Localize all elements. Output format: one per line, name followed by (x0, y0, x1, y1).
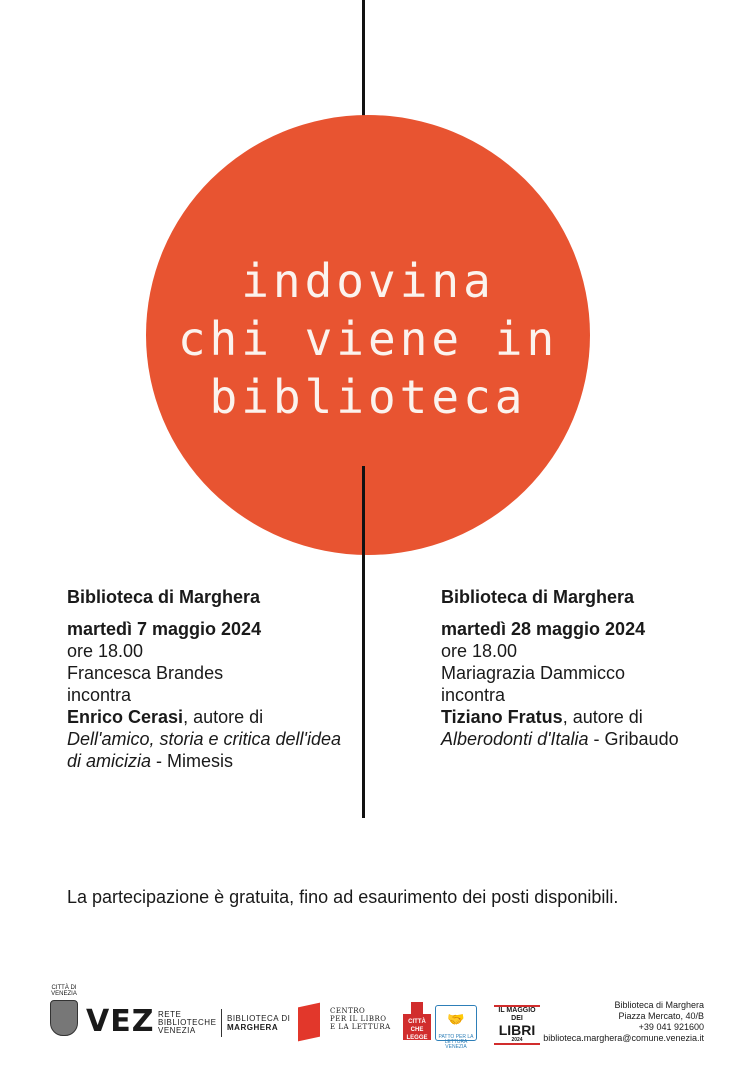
event-date: martedì 28 maggio 2024 (441, 619, 646, 639)
event-host: Mariagrazia Dammicco (441, 663, 626, 683)
event-guest-suffix: , autore di (183, 707, 264, 727)
citta-che-legge-logo (403, 1002, 431, 1042)
cepell-line-2: PER IL LIBRO (330, 1015, 387, 1023)
event-guest-suffix: , autore di (562, 707, 643, 727)
maggio-line-1: IL MAGGIO DEI (494, 1005, 540, 1023)
cepell-line-1: CENTRO (330, 1007, 366, 1015)
cepell-line-3: E LA LETTURA (330, 1023, 391, 1031)
event-venue: Biblioteca di Marghera (67, 587, 261, 607)
title-line-3: biblioteca (209, 370, 527, 424)
citta-badge (403, 1014, 431, 1040)
title-line-1: indovina (241, 254, 495, 308)
vertical-line-divider (362, 466, 365, 818)
event-guest: Enrico Cerasi (67, 707, 184, 727)
cepell-logo (330, 1007, 391, 1031)
maggio-line-2: LIBRI (498, 1022, 536, 1038)
biblioteca-marghera-logo (227, 1014, 290, 1032)
patto-lettura-logo (435, 1005, 477, 1050)
rete-line-1: RETE (158, 1010, 182, 1019)
handshake-icon: 🤝 (447, 1011, 465, 1027)
participation-note: La partecipazione è gratuita, fino ad esaurimento dei posti disponibili. (67, 887, 619, 907)
rete-line-2: BIBLIOTECHE (158, 1018, 217, 1027)
vertical-line-top (362, 0, 365, 120)
event-meets: incontra (441, 685, 506, 705)
event-book-line (441, 728, 731, 750)
citta-line-1: CITTÀ (408, 1019, 426, 1025)
contact-phone: +39 041 921600 (638, 1022, 704, 1032)
rete-biblioteche-logo (158, 1011, 216, 1035)
title-line-2: chi viene in (177, 312, 559, 366)
contact-info (543, 1000, 704, 1044)
event-host: Francesca Brandes (67, 663, 224, 683)
event-meets: incontra (67, 685, 132, 705)
poster-title (146, 252, 590, 426)
crest-label: CITTÀ DI VENEZIA (51, 985, 77, 997)
contact-email[interactable]: biblioteca.marghera@comune.venezia.it (543, 1033, 704, 1043)
logo-separator (221, 1009, 222, 1037)
event-time: ore 18.00 (67, 641, 144, 661)
rete-line-3: VENEZIA (158, 1026, 196, 1035)
event-publisher: - Mimesis (151, 751, 234, 771)
event-guest-line (67, 706, 352, 728)
patto-label: PATTO PER LA LETTURA VENEZIA (438, 1034, 474, 1050)
venezia-crest-logo (50, 985, 78, 1036)
maggio-line-3: 2024 (494, 1037, 540, 1045)
event-guest: Tiziano Fratus (441, 707, 563, 727)
event-publisher: - Gribaudo (588, 729, 679, 749)
maggio-dei-libri-logo (494, 1005, 540, 1045)
footer-logos (0, 985, 750, 1055)
event-book: Dell'amico, storia e critica dell'idea di amicizia (67, 729, 341, 771)
event-venue: Biblioteca di Marghera (441, 587, 635, 607)
event-left (67, 586, 352, 772)
event-date: martedì 7 maggio 2024 (67, 619, 262, 639)
cepell-book-icon (298, 1003, 320, 1042)
event-book: Alberodonti d'Italia (441, 729, 589, 749)
event-guest-line (441, 706, 731, 728)
bibmar-line-2: MARGHERA (227, 1023, 279, 1032)
bibmar-line-1: BIBLIOTECA DI (227, 1014, 291, 1023)
vez-logo: VEZ (86, 1004, 155, 1039)
event-book-line (67, 728, 352, 772)
event-right (441, 586, 731, 750)
contact-address: Piazza Mercato, 40/B (618, 1011, 704, 1021)
citta-line-2: CHE LEGGE (406, 1027, 428, 1041)
crest-shield-icon (50, 1000, 78, 1036)
event-time: ore 18.00 (441, 641, 518, 661)
contact-name: Biblioteca di Marghera (614, 1000, 704, 1010)
